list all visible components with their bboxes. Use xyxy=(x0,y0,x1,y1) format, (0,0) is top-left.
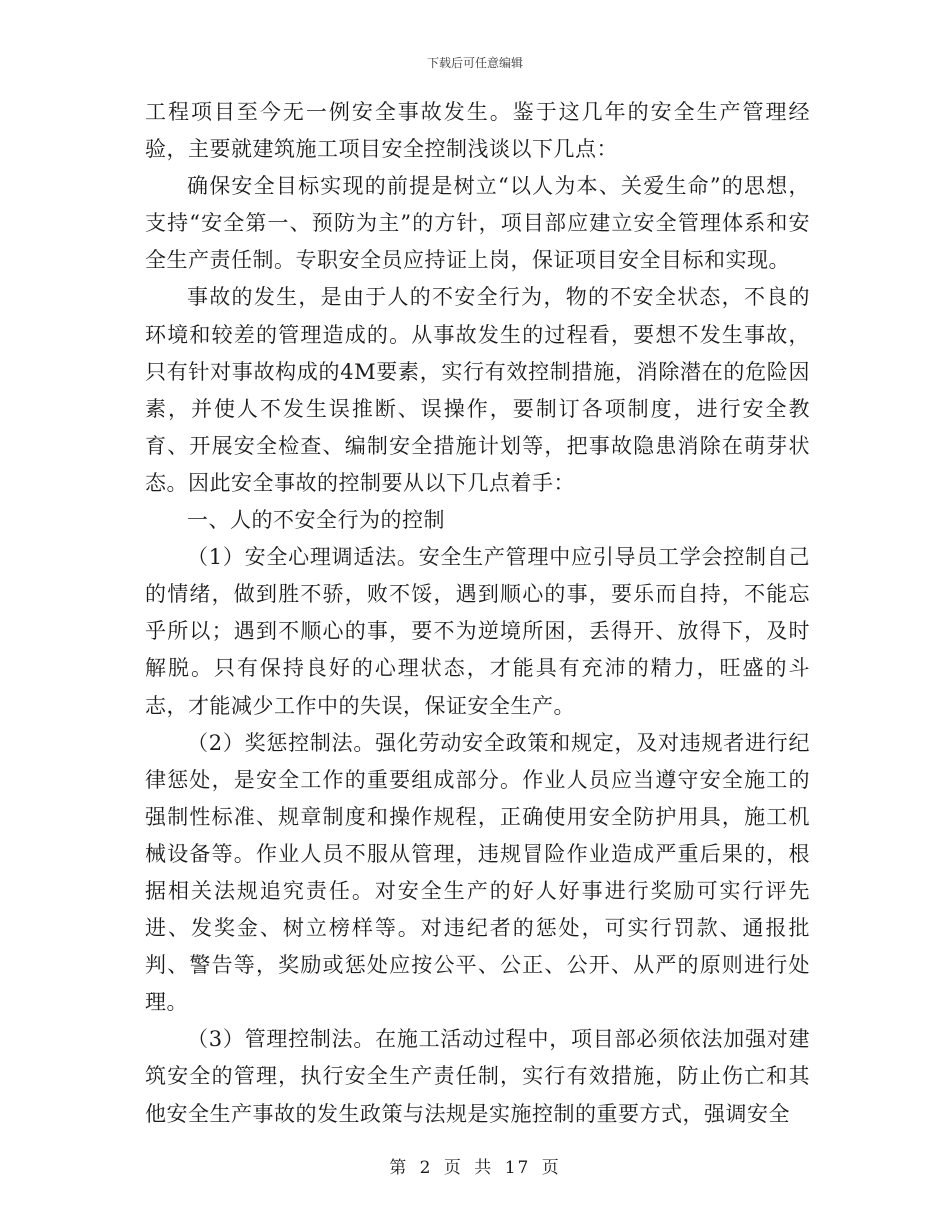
paragraph-reward-punishment-method: （2）奖惩控制法。强化劳动安全政策和规定，及对违规者进行纪律惩处，是安全工作的重要组成部分。作业人员应当遵守安全施工的强制性标准、规章制度和操作规程，正确使用安全防护用具，施工机械设备等。作业人员不服从管理，违规冒险作业造成严重后果的，根据相关法规追究责任。对安全生产的好人好事进行奖励可实行评先进、发奖金、树立榜样等。对违纪者的惩处，可实行罚款、通报批判、警告等，奖励或惩处应按公平、公正、公开、从严的原则进行处理。 xyxy=(145,730,810,1015)
page-number-footer: 第 2 页 共 17 页 xyxy=(389,1158,561,1178)
paragraph-accident-causes: 事故的发生，是由于人的不安全行为，物的不安全状态，不良的环境和较差的管理造成的。从事故发生的过程看，要想不发生事故，只有针对事故构成的4M要素，实行有效控制措施，消除潜在的危险因素，并使人不发生误推断、误操作，要制订各项制度，进行安全教育、开展安全检查、编制安全措施计划等，把事故隐患消除在萌芽状态。因此安全事故的控制要从以下几点着手： xyxy=(145,285,810,495)
paragraph-safety-goal: 确保安全目标实现的前提是树立“以人为本、关爱生命”的思想，支持“安全第一、预防为主”的方针，项目部应建立安全管理体系和安全生产责任制。专职安全员应持证上岗，保证项目安全目标和实现。 xyxy=(145,174,810,273)
paragraph-psychological-method: （1）安全心理调适法。安全生产管理中应引导员工学会控制自己的情绪，做到胜不骄，败不馁，遇到顺心的事，要乐而自持，不能忘乎所以；遇到不顺心的事，要不为逆境所困，丢得开、放得下，及时解脱。只有保持良好的心理状态，才能具有充沛的精力，旺盛的斗志，才能减少工作中的失误，保证安全生产。 xyxy=(145,545,810,718)
document-body xyxy=(145,94,810,1133)
paragraph-continuation: 工程项目至今无一例安全事故发生。鉴于这几年的安全生产管理经验，主要就建筑施工项目安全控制浅谈以下几点： xyxy=(145,100,810,162)
section-heading-human-behavior: 一、人的不安全行为的控制 xyxy=(187,508,445,533)
paragraph-management-method: （3）管理控制法。在施工活动过程中，项目部必须依法加强对建筑安全的管理，执行安全生产责任制，实行有效措施，防止伤亡和其他安全生产事故的发生政策与法规是实施控制的重要方式，强调安全 xyxy=(145,1027,810,1126)
header-note: 下载后可任意编辑 xyxy=(426,56,523,70)
